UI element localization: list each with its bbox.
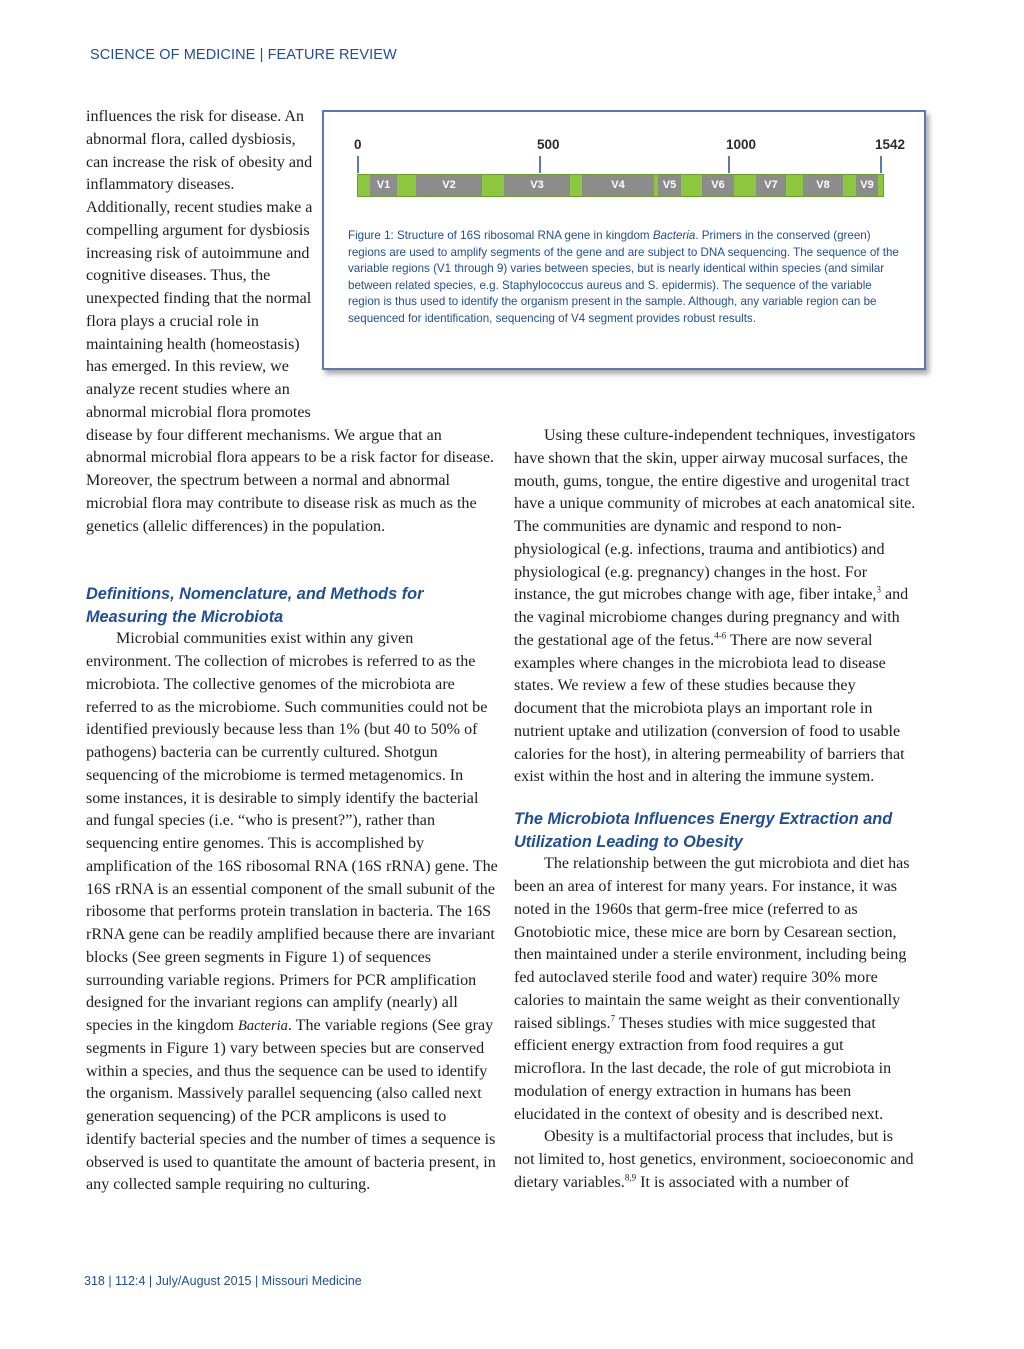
variable-region-v8: V8 <box>803 175 843 196</box>
scale-tick <box>728 156 730 173</box>
section-heading-definitions: Definitions, Nomenclature, and Methods for Measuring the Microbiota <box>86 585 424 626</box>
variable-region-v2: V2 <box>416 175 482 196</box>
left-column <box>86 583 498 1197</box>
scale-label-0: 0 <box>354 137 362 152</box>
scale-label-500: 500 <box>537 137 560 152</box>
intro-section <box>86 106 496 538</box>
variable-region-v3: V3 <box>504 175 570 196</box>
page-footer: 318 | 112:4 | July/August 2015 | Missouri Medicine <box>84 1274 362 1288</box>
definitions-paragraph: Microbial communities exist within any given environment. The collection of microbes is referred to as the microbiota. The collective genomes of the microbiota are referred to as the microbiome. Such communities could not be identified previously because less than 1% (but 40 to 50% of pathogens) bacteria can be currently cultured. Shotgun sequencing of the microbiome is termed metagenomics. In some instances, it is desirable to simply identify the bacterial and fungal species (i.e. “who is present?”), rather than sequencing entire genomes. This is accomplished by amplification of the 16S ribosomal RNA (16S rRNA) gene. The 16S rRNA is an essential component of the small subunit of the ribosome that performs protein translation in bacteria. The 16S rRNA gene can be readily amplified because there are invariant blocks (See green segments in Figure 1) of sequences surrounding variable regions. Primers for PCR amplification designed for the invariant regions can amplify (nearly) all species in the kingdom Bacteria. The variable regions (See gray segments in Figure 1) vary between species but are conserved within a species, and thus the sequence can be used to identify the organism. Massively parallel sequencing (also called next generation sequencing) of the PCR amplicons is used to identify bacterial species and the number of times a sequence is observed is used to quantitate the amount of bacteria present, in any collected sample requiring no culturing. <box>86 630 498 1194</box>
variable-region-v6: V6 <box>702 175 734 196</box>
diet-paragraph: The relationship between the gut microbiota and diet has been an area of interest for many years. For instance, it was noted in the 1960s that germ-free mice (referred to as Gnotobiotic mice, these mice are born by Cesarean section, then maintained under a sterile environment, including being fed autoclaved sterile food and water) require 30% more calories to maintain the same weight as their conventionally raised siblings.$^7$ Theses studies with mice suggested that efficient energy extraction from food requires a gut microflora. In the last decade, the role of gut microbiota in modulation of energy extraction in humans has been elucidated in the context of obesity and is described next. <box>514 855 910 1123</box>
variable-region-v7: V7 <box>756 175 786 196</box>
variable-region-v5: V5 <box>658 175 681 196</box>
scale-label-1542: 1542 <box>875 137 906 152</box>
variable-region-v4: V4 <box>582 175 654 196</box>
section-heading-obesity: The Microbiota Influences Energy Extraction and Utilization Leading to Obesity <box>514 810 893 851</box>
variable-region-v9: V9 <box>856 175 878 196</box>
scale-label-1000: 1000 <box>726 137 757 152</box>
figure-wrap-space <box>316 106 496 406</box>
right-column <box>514 425 916 1195</box>
figure-caption: Figure 1: Structure of 16S ribosomal RNA gene in kingdom Bacteria. Primers in the conserved (green) regions are used to amplify segments of the gene and are subject to DNA sequencing. The sequence of the variable regions (V1 through 9) varies between species, but is nearly identical within species (and similar between related species, e.g. Staphylococcus aureus and S. epidermis). The sequence of the variable region is thus used to identify the organism present in the sample. Although, any variable region can be sequenced for identification, sequencing of V4 segment provides robust results. <box>348 229 899 325</box>
intro-paragraph: influences the risk for disease. An abnormal flora, called dysbiosis, can increase the risk of obesity and inflammatory diseases. Additionally, recent studies make a compelling argument for dysbiosis increasing risk of autoimmune and cognitive diseases. Thus, the unexpected finding that the normal flora plays a crucial role in maintaining health (homeostasis) has emerged. In this review, we analyze recent studies where an abnormal microbial flora promotes disease by four different mechanisms. We argue that an abnormal microbial flora appears to be a risk factor for disease. Moreover, the spectrum between a normal and abnormal microbial flora may contribute to disease risk as much as the genetics (allelic differences) in the population. <box>86 108 494 535</box>
obesity-paragraph: Obesity is a multifactorial process that includes, but is not limited to, host genetics, environment, socioeconomic and dietary variables.$^{8,9}$ It is associated with a number of <box>514 1128 914 1191</box>
variable-region-v1: V1 <box>370 175 397 196</box>
scale-tick <box>880 156 882 173</box>
running-header: SCIENCE OF MEDICINE | FEATURE REVIEW <box>90 47 397 63</box>
culture-independent-paragraph: Using these culture-independent techniques, investigators have shown that the skin, upper airway mucosal surfaces, the mouth, gums, tongue, the entire digestive and urogenital tract have a unique community of microbes at each anatomical site. The communities are dynamic and respond to non-physiological (e.g. infections, trauma and antibiotics) and physiological (e.g. pregnancy) changes in the host. For instance, the gut microbes change with age, fiber intake,$^3$ and the vaginal microbiome changes during pregnancy and with the gestational age of the fetus.$^{4-6}$ There are now several examples where changes in the microbiota lead to disease states. We review a few of these studies because they document that the microbiota plays an important role in nutrient uptake and utilization (conversion of food to usable calories for the host), in altering permeability of barriers that exist within the host and in altering the immune system. <box>514 427 916 786</box>
scale-tick <box>539 156 541 173</box>
